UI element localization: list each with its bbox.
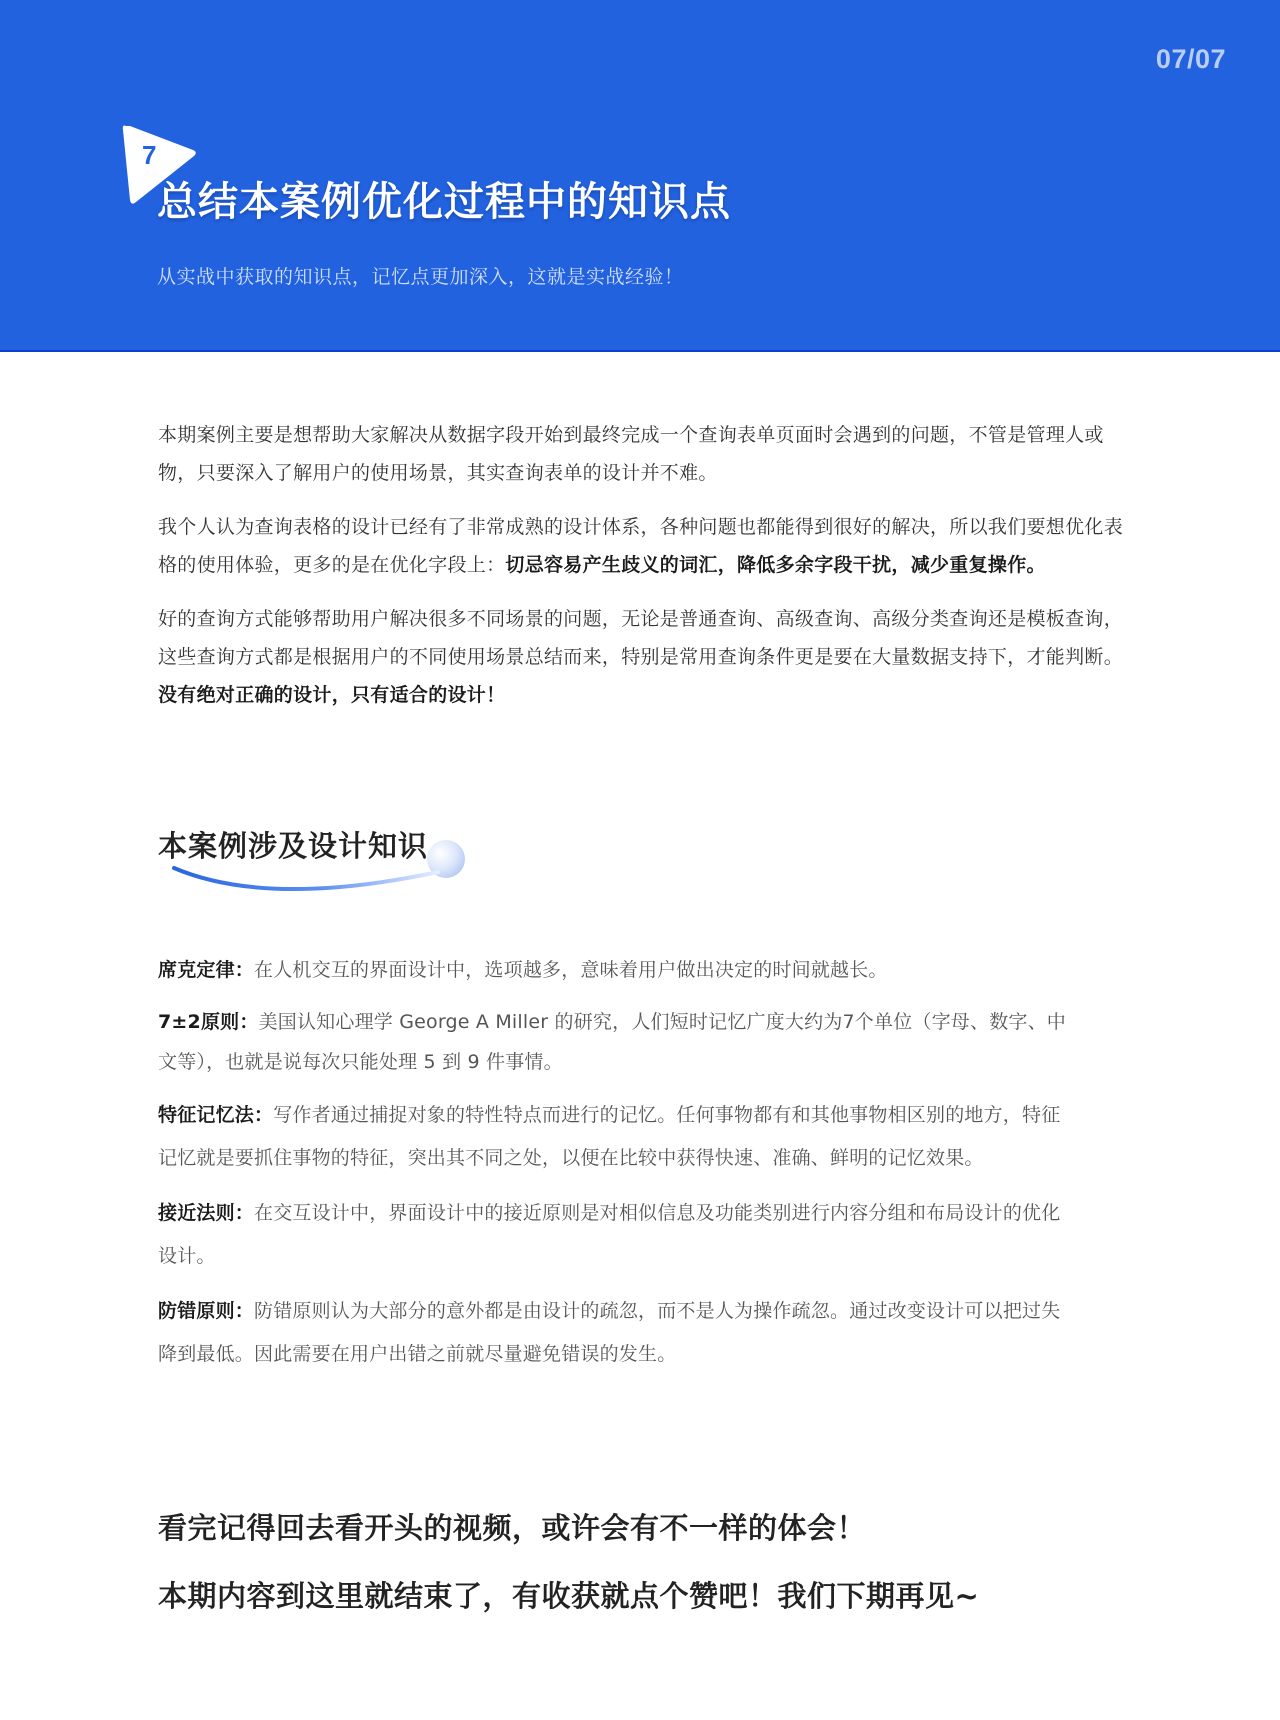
page-title: 总结本案例优化过程中的知识点 [157,179,731,225]
intro-section [158,416,1140,730]
paragraph-text: 好的查询方式能够帮助用户解决很多不同场景的问题，无论是普通查询、高级查询、高级分类查询还是模板查询，这些查询方式都是根据用户的不同使用场景总结而来，特别是常用查询条件更是要在大量数据支持下，才能判断。 [158,608,1124,668]
knowledge-term: 席克定律： [158,959,255,981]
header-banner [0,0,1280,352]
closing-line: 看完记得回去看开头的视频，或许会有不一样的体会！ [158,1511,867,1545]
intro-paragraph [158,600,1140,714]
knowledge-description: 写作者通过捕捉对象的特性特点而进行的记忆。任何事物都有和其他事物相区别的地方，特征记忆就是要抓住事物的特征，突出其不同之处，以便在比较中获得快速、准确、鲜明的记忆效果。 [158,1104,1061,1169]
paragraph-text: 本期案例主要是想帮助大家解决从数据字段开始到最终完成一个查询表单页面时会遇到的问题，不管是管理人或物，只要深入了解用户的使用场景，其实查询表单的设计并不难。 [158,424,1104,484]
knowledge-term: 7±2原则： [158,1011,259,1033]
chapter-number: 7 [142,140,157,170]
knowledge-list [158,950,1078,1388]
paragraph-text: 我个人认为查询表格的设计已经有了非常成熟的设计体系，各种问题也都能得到很好的解决，所以我们要想优化表格的使用体验，更多的是在优化字段上： [158,516,1124,576]
page-counter: 07/07 [1155,44,1226,74]
section-heading [158,824,478,924]
knowledge-term: 接近法则： [158,1202,255,1224]
paragraph-emphasis: 切忌容易产生歧义的词汇，降低多余字段干扰，减少重复操作。 [505,554,1046,576]
knowledge-item [158,950,1078,990]
section-title: 本案例涉及设计知识 [158,829,429,863]
knowledge-description: 在交互设计中，界面设计中的接近原则是对相似信息及功能类别进行内容分组和布局设计的优化设计。 [158,1202,1061,1267]
paragraph-emphasis: 没有绝对正确的设计，只有适合的设计！ [158,684,506,706]
knowledge-item [158,1192,1078,1278]
knowledge-term: 防错原则： [158,1300,255,1322]
knowledge-description: 美国认知心理学 George A Miller 的研究，人们短时记忆广度大约为7个单位（字母、数字、中文等），也就是说每次只能处理 5 到 9 件事情。 [158,1011,1067,1073]
knowledge-item [158,1094,1078,1180]
knowledge-item [158,1002,1078,1082]
intro-paragraph [158,508,1140,584]
closing-line: 本期内容到这里就结束了，有收获就点个赞吧！我们下期再见~ [158,1579,980,1613]
knowledge-term: 特征记忆法： [158,1104,274,1126]
intro-paragraph [158,416,1140,492]
page-subtitle: 从实战中获取的知识点，记忆点更加深入，这就是实战经验！ [157,266,684,288]
knowledge-description: 在人机交互的界面设计中，选项越多，意味着用户做出决定的时间就越长。 [254,959,888,981]
closing-section [158,1508,1158,1644]
knowledge-description: 防错原则认为大部分的意外都是由设计的疏忽，而不是人为操作疏忽。通过改变设计可以把过失降到最低。因此需要在用户出错之前就尽量避免错误的发生。 [158,1300,1061,1365]
knowledge-item [158,1290,1078,1376]
